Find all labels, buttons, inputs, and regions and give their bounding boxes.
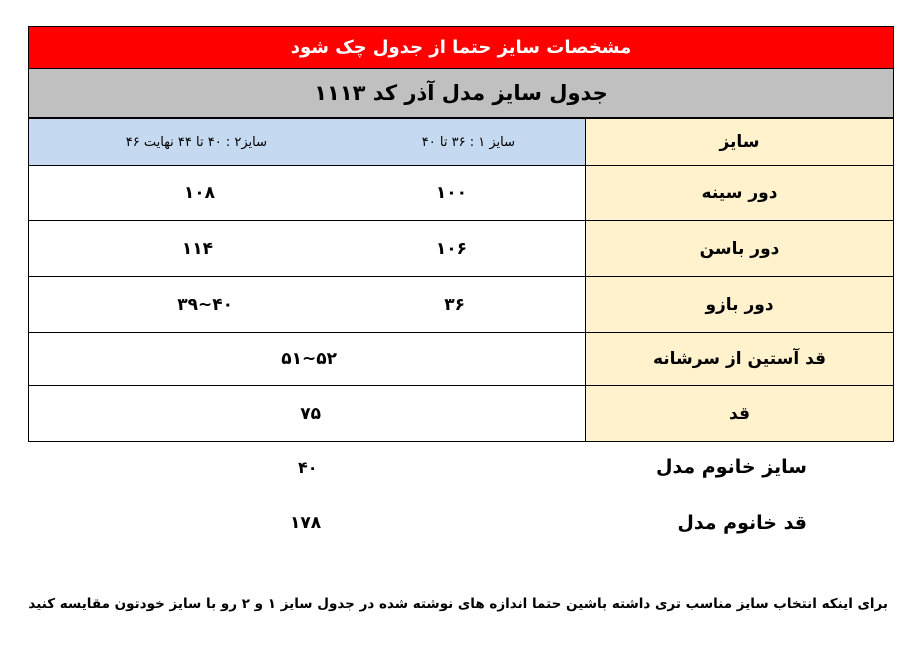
size-header-cell bbox=[28, 118, 586, 166]
size1-value-hip: ۱۰۶ bbox=[435, 238, 467, 259]
size1-value-arm: ۳۶ bbox=[444, 294, 465, 315]
banner-title: مشخصات سایز حتما از جدول چک شود bbox=[28, 26, 894, 69]
table-row bbox=[28, 220, 586, 277]
row-label-chest: دور سینه bbox=[585, 165, 894, 221]
size-label-cell: سایز bbox=[585, 118, 894, 166]
model-height-label: قد خانوم مدل bbox=[677, 512, 807, 534]
model-height-value: ۱۷۸ bbox=[290, 513, 322, 533]
row-label-arm: دور بازو bbox=[585, 276, 894, 333]
size1-value-chest: ۱۰۰ bbox=[435, 183, 467, 203]
table-row bbox=[28, 385, 586, 442]
size2-value-arm: ۳۹~۴۰ bbox=[177, 294, 233, 315]
table-row bbox=[28, 276, 586, 333]
table-row bbox=[28, 332, 586, 386]
size2-header: سایز۲ : ۴۰ تا ۴۴ نهایت ۴۶ bbox=[125, 134, 267, 150]
size1-header: سایز ۱ : ۳۶ تا ۴۰ bbox=[421, 134, 515, 150]
size2-value-hip: ۱۱۴ bbox=[181, 238, 213, 259]
row-label-hip: دور باسن bbox=[585, 220, 894, 277]
row-label-sleeve: قد آستین از سرشانه bbox=[585, 332, 894, 386]
model-size-label: سایز خانوم مدل bbox=[655, 456, 807, 478]
footer-note: برای اینکه انتخاب سایز مناسب تری داشته باشین حتما اندازه های نوشته شده در جدول سایز ۱ و ۲ رو با سایز خودتون مقایسه کنید bbox=[28, 596, 888, 612]
table-row bbox=[28, 165, 586, 221]
sleeve-value: ۵۱~۵۲ bbox=[281, 349, 337, 369]
row-label-length: قد bbox=[585, 385, 894, 442]
size2-value-chest: ۱۰۸ bbox=[183, 183, 215, 203]
model-size-value: ۴۰ bbox=[298, 458, 318, 477]
table-title: جدول سایز مدل آذر کد ۱۱۱۳ bbox=[28, 68, 894, 118]
length-value: ۷۵ bbox=[300, 403, 321, 424]
